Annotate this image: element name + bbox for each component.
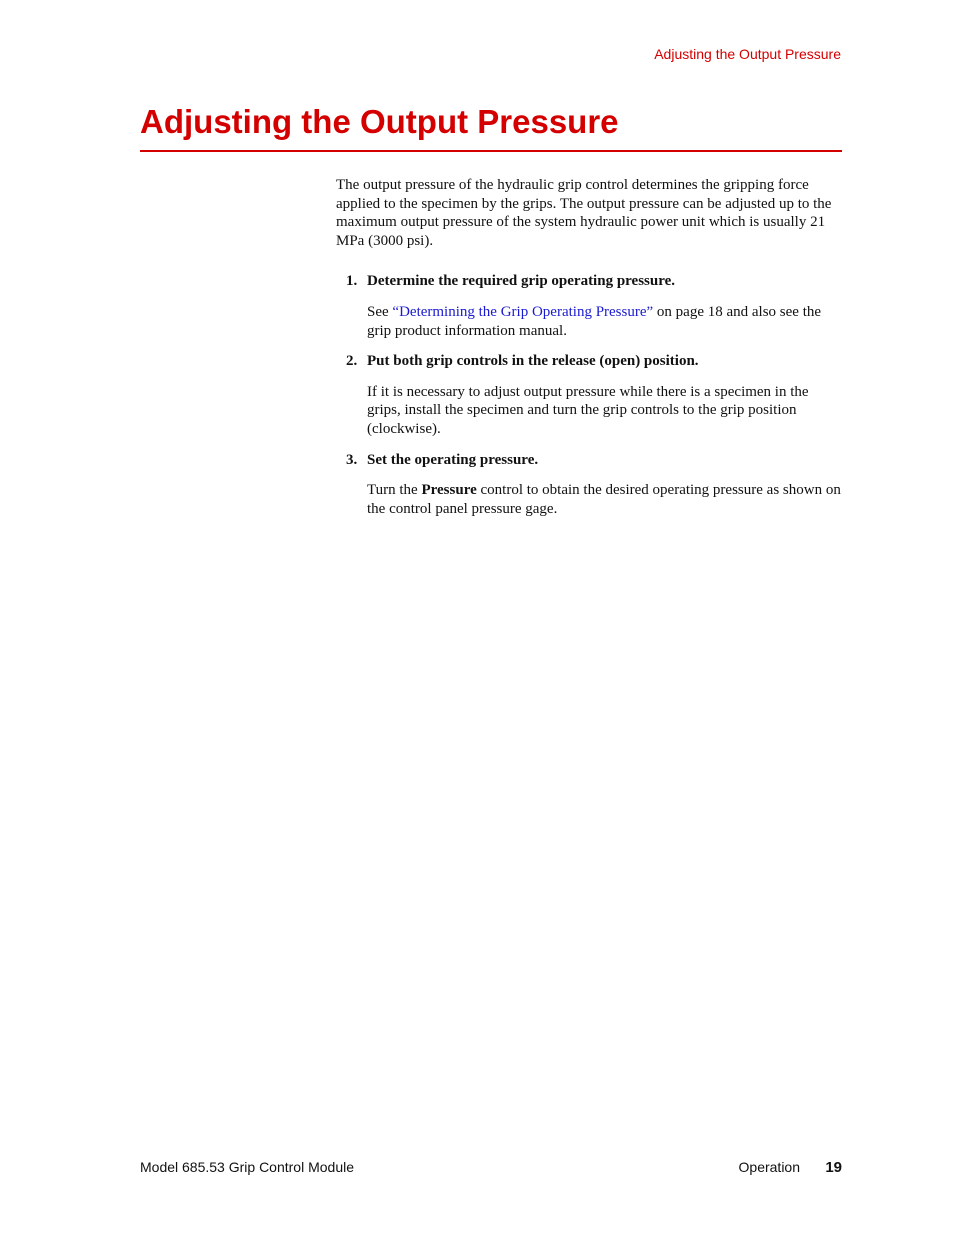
step-3-body-pre: Turn the <box>367 482 422 499</box>
step-3-heading <box>346 451 842 470</box>
title-rule <box>140 150 842 152</box>
page-footer <box>140 1159 842 1179</box>
step-1-body-pre: See <box>367 303 393 320</box>
step-3 <box>336 451 842 519</box>
step-1 <box>336 272 842 340</box>
running-head: Adjusting the Output Pressure <box>654 46 841 62</box>
step-1-body-post: on page 18 and also see the grip product information manual. <box>367 303 822 339</box>
step-3-heading-text: Set the operating pressure. <box>367 451 539 468</box>
step-2-number: 2. <box>346 353 358 370</box>
body-column <box>336 176 842 530</box>
step-1-number: 1. <box>346 273 358 290</box>
footer-page-number: 19 <box>825 1159 842 1176</box>
step-1-heading <box>346 272 842 291</box>
footer-doc-title: Model 685.53 Grip Control Module <box>140 1159 355 1175</box>
step-1-heading-text: Determine the required grip operating pressure. <box>367 273 676 290</box>
step-3-body-post: control to obtain the desired operating pressure as shown on the control panel pressure gage. <box>367 482 841 517</box>
step-2-heading <box>346 352 842 371</box>
pressure-control-name: Pressure <box>421 482 477 499</box>
cross-reference-link[interactable]: “Determining the Grip Operating Pressure” <box>392 303 654 320</box>
intro-paragraph: The output pressure of the hydraulic grip control determines the gripping force applied to the specimen by the grips. The output pressure can be adjusted up to the maximum output pressure of the system hydraulic power unit which is usually 21 MPa (3000 psi). <box>336 177 832 249</box>
step-3-number: 3. <box>346 451 358 468</box>
page-title: Adjusting the Output Pressure <box>140 103 619 140</box>
step-2-heading-text: Put both grip controls in the release (open) position. <box>367 353 699 370</box>
step-2 <box>336 352 842 438</box>
step-2-body: If it is necessary to adjust output pressure while there is a specimen in the grips, install the specimen and turn the grip controls to the grip position (clockwise). <box>367 383 809 437</box>
step-3-body <box>367 481 842 518</box>
footer-section: Operation <box>738 1159 800 1175</box>
step-1-body <box>367 303 842 340</box>
